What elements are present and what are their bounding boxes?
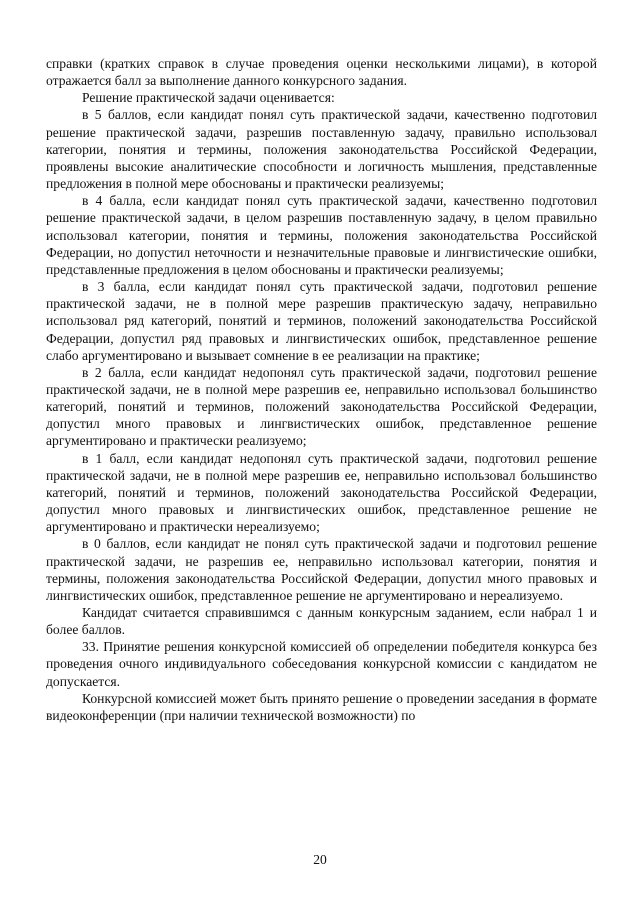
paragraph-score-2: в 2 балла, если кандидат недопонял суть практической задачи, подготовил решение практической задачи, не в полной мере разрешив ее, неправильно использовал большинство категорий, понятий и терминов, положений законодательства Российской Федерации, допустил много правовых и лингвистических ошибок, представленное решение аргументировано и практически реализуемо; bbox=[46, 364, 597, 449]
page-number: 20 bbox=[313, 852, 327, 867]
paragraph-continuation: справки (кратких справок в случае проведения оценки несколькими лицами), в которой отражается балл за выполнение данного конкурсного задания. bbox=[46, 56, 597, 89]
paragraph-videoconference: Конкурсной комиссией может быть принято решение о проведении заседания в формате видеоконференции (при наличии технической возможности) по bbox=[46, 690, 597, 723]
paragraph-evaluation-intro: Решение практической задачи оценивается: bbox=[82, 90, 335, 106]
paragraph-score-5: в 5 баллов, если кандидат понял суть практической задачи, качественно подготовил решение практической задачи, разрешив поставленную задачу, правильно использовал категории, понятия и термины, положения законодательства Российской Федерации, проявлены высокие аналитические способности и логичность мышления, представленные предложения в полной мере обоснованы и практически реализуемы; bbox=[46, 107, 597, 192]
document-body bbox=[46, 55, 597, 724]
paragraph-score-4: в 4 балла, если кандидат понял суть практической задачи, качественно подготовил решение практической задачи, в целом разрешив поставленную задачу, в целом правильно использовал категории, понятия и термины, положения законодательства Российской Федерации, но допустил неточности и незначительные правовые и лингвистические ошибки, представленные предложения в целом обоснованы и практически реализуемы; bbox=[46, 193, 597, 277]
paragraph-score-1: в 1 балл, если кандидат недопонял суть практической задачи, подготовил решение практической задачи, не в полной мере разрешив ее, неправильно использовал большинство категорий, понятий и терминов, положений законодательства Российской Федерации, допустил много правовых и лингвистических ошибок, представленное решение не аргументировано и практически нереализуемо; bbox=[46, 450, 597, 535]
paragraph-score-0: в 0 баллов, если кандидат не понял суть практической задачи и подготовил решение практической задачи, не разрешив ее, неправильно использовал категории, понятия и термины, положения законодательства Российской Федерации, допустил много правовых и лингвистических ошибок, представленное решение не аргументировано и нереализуемо. bbox=[46, 536, 597, 603]
paragraph-pass-criterion: Кандидат считается справившимся с данным конкурсным заданием, если набрал 1 и более баллов. bbox=[46, 605, 597, 638]
paragraph-score-3: в 3 балла, если кандидат понял суть практической задачи, подготовил решение практической задачи, не в полной мере разрешив практическую задачу, неправильно использовал ряд категорий, понятий и терминов, положений законодательства Российской Федерации, допустил ряд правовых и лингвистических ошибок, представленное решение слабо аргументировано и вызывает сомнение в ее реализации на практике; bbox=[46, 279, 597, 363]
paragraph-clause-33: 33. Принятие решения конкурсной комиссией об определении победителя конкурса без проведения очного индивидуального собеседования конкурсной комиссии с кандидатом не допускается. bbox=[46, 639, 597, 689]
